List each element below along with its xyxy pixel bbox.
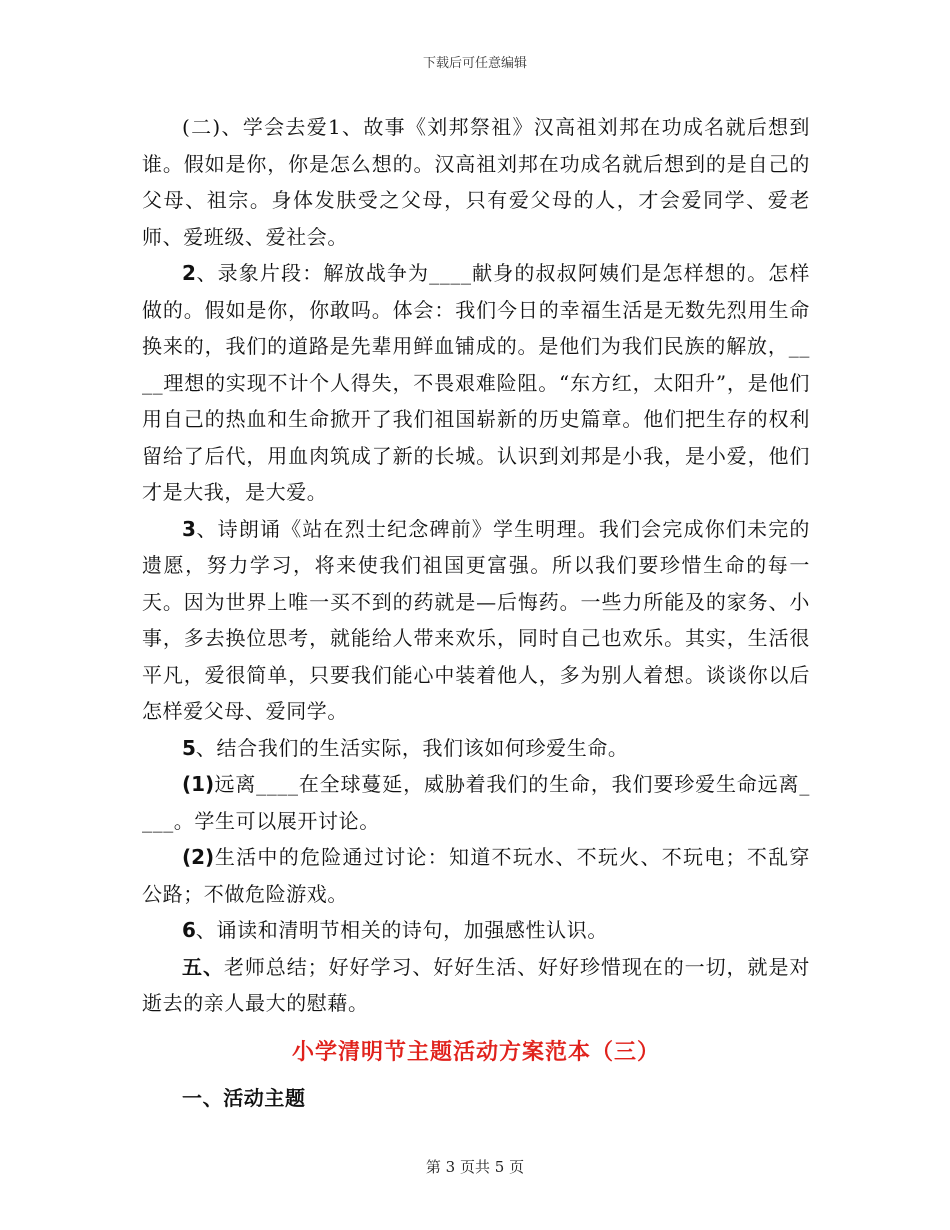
document-body (142, 109, 810, 1118)
paragraph-text: 远离____在全球蔓延，威胁着我们的生命，我们要珍爱生命远离____。学生可以展开讨论。 (142, 772, 810, 833)
paragraph-number: 3 (182, 516, 196, 541)
paragraph-item-2 (142, 839, 810, 912)
paragraph-item-1 (142, 766, 810, 839)
paragraph-learn-to-love (142, 109, 810, 255)
paragraph-poetry-reading (142, 912, 810, 949)
paragraph-text: (二)、学会去爱1、故事《刘邦祭祖》汉高祖刘邦在功成名就后想到谁。假如是你，你是怎么想的。汉高祖刘邦在功成名就后想到的是自己的父母、祖宗。身体发肤受之父母，只有爱父母的人，才会爱同学、爱老师、爱班级、爱社会。 (142, 115, 810, 249)
section-title: 小学清明节主题活动方案范本（三） (291, 1038, 660, 1065)
paragraph-number: 6 (182, 918, 196, 942)
paragraph-number: 5 (182, 735, 196, 760)
paragraph-text: 、诵读和清明节相关的诗句，加强感性认识。 (195, 918, 608, 942)
paragraph-video-clip (142, 255, 810, 511)
page-header: 下载后可任意编辑 (422, 56, 527, 71)
paragraph-number: (1) (182, 772, 215, 796)
paragraph-cherish-life (142, 730, 810, 767)
page-footer: 第 3 页共 5 页 (425, 1158, 525, 1176)
paragraph-heading-number: 五、 (182, 954, 224, 979)
paragraph-text: 、结合我们的生活实际，我们该如何珍爱生命。 (195, 735, 629, 760)
paragraph-text: 、录象片段：解放战争为____献身的叔叔阿姨们是怎样想的。怎样做的。假如是你，你敢吗。体会：我们今日的幸福生活是无数先烈用生命换来的，我们的道路是先辈用鲜血铺成的。是他们为我们民族的解放，____理想的实现不计个人得失，不畏艰难险阻。“东方红，太阳升”，是他们用自己的热血和生命掀开了我们祖国崭新的历史篇章。他们把生存的权利留给了后代，用血肉筑成了新的长城。认识到刘邦是小我，是小爱，他们才是大我，是大爱。 (142, 261, 810, 504)
paragraph-text: 、诗朗诵《站在烈士纪念碑前》学生明理。我们会完成你们未完的遗愿，努力学习，将来使我们祖国更富强。所以我们要珍惜生命的每一天。因为世界上唯一买不到的药就是—后悔药。一些力所能及的家务、小事，多去换位思考，就能给人带来欢乐，同时自己也欢乐。其实，生活很平凡，爱很简单，只要我们能心中装着他人，多为别人着想。谈谈你以后怎样爱父母、爱同学。 (142, 516, 810, 723)
section-subheading: 一、活动主题 (182, 1085, 306, 1110)
paragraph-text: 老师总结；好好学习、好好生活、好好珍惜现在的一切，就是对逝去的亲人最大的慰藉。 (142, 954, 810, 1015)
paragraph-poem-recital (142, 511, 810, 730)
paragraph-number: (2) (182, 845, 215, 869)
paragraph-teacher-summary (142, 949, 810, 1022)
paragraph-number: 2 (182, 261, 196, 285)
paragraph-text: 生活中的危险通过讨论：知道不玩水、不玩火、不玩电；不乱穿公路；不做危险游戏。 (142, 845, 810, 906)
